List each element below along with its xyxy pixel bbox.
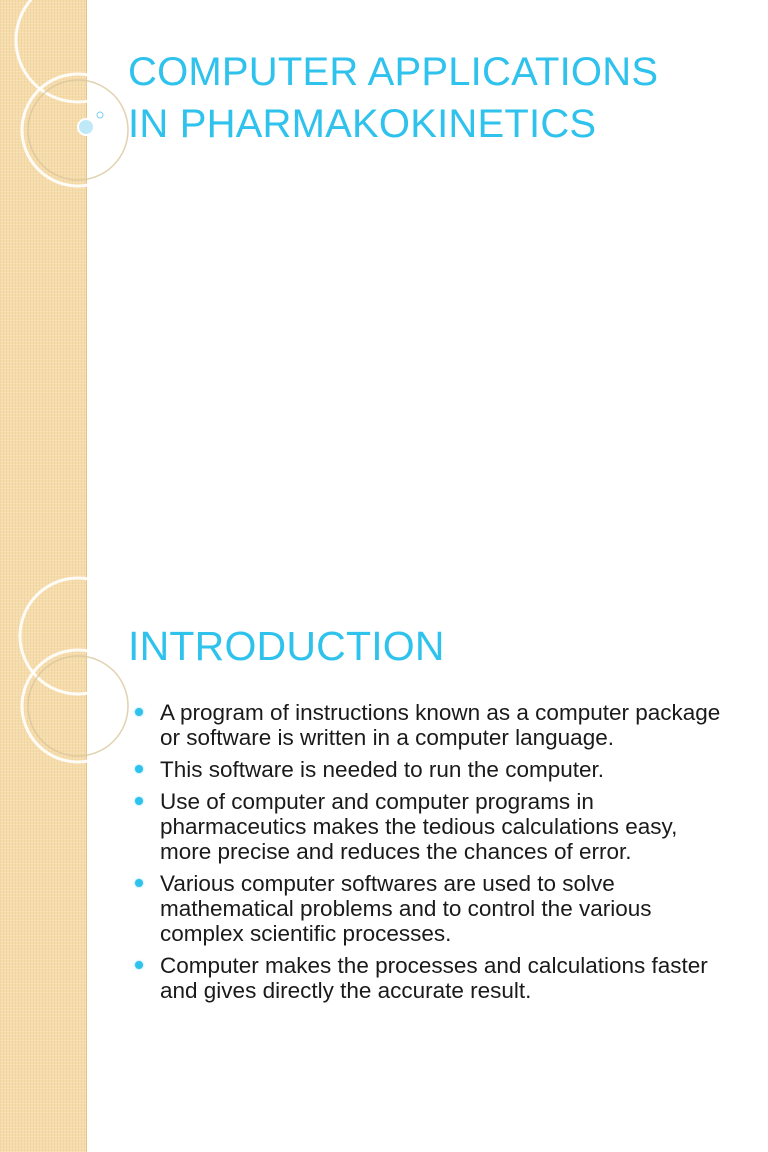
slide-title: INTRODUCTION	[128, 623, 445, 669]
bullet-item: This software is needed to run the computer.	[130, 757, 730, 782]
introduction-slide	[0, 576, 768, 1152]
decorative-rings-icon	[0, 0, 130, 200]
bullet-item: Use of computer and computer programs in pharmaceutics makes the tedious calculations easy, more precise and reduces the chances of error.	[130, 789, 730, 864]
bullet-item: A program of instructions known as a computer package or software is written in a computer language.	[130, 700, 730, 750]
decorative-rings-icon	[0, 576, 130, 776]
bullet-list	[130, 700, 730, 1010]
title-line-1: COMPUTER APPLICATIONS	[128, 50, 659, 94]
slide-title	[128, 46, 658, 150]
bullet-item: Various computer softwares are used to solve mathematical problems and to control the various complex scientific processes.	[130, 871, 730, 946]
bullet-item: Computer makes the processes and calculations faster and gives directly the accurate result.	[130, 953, 730, 1003]
title-line-2: IN PHARMAKOKINETICS	[128, 102, 597, 146]
